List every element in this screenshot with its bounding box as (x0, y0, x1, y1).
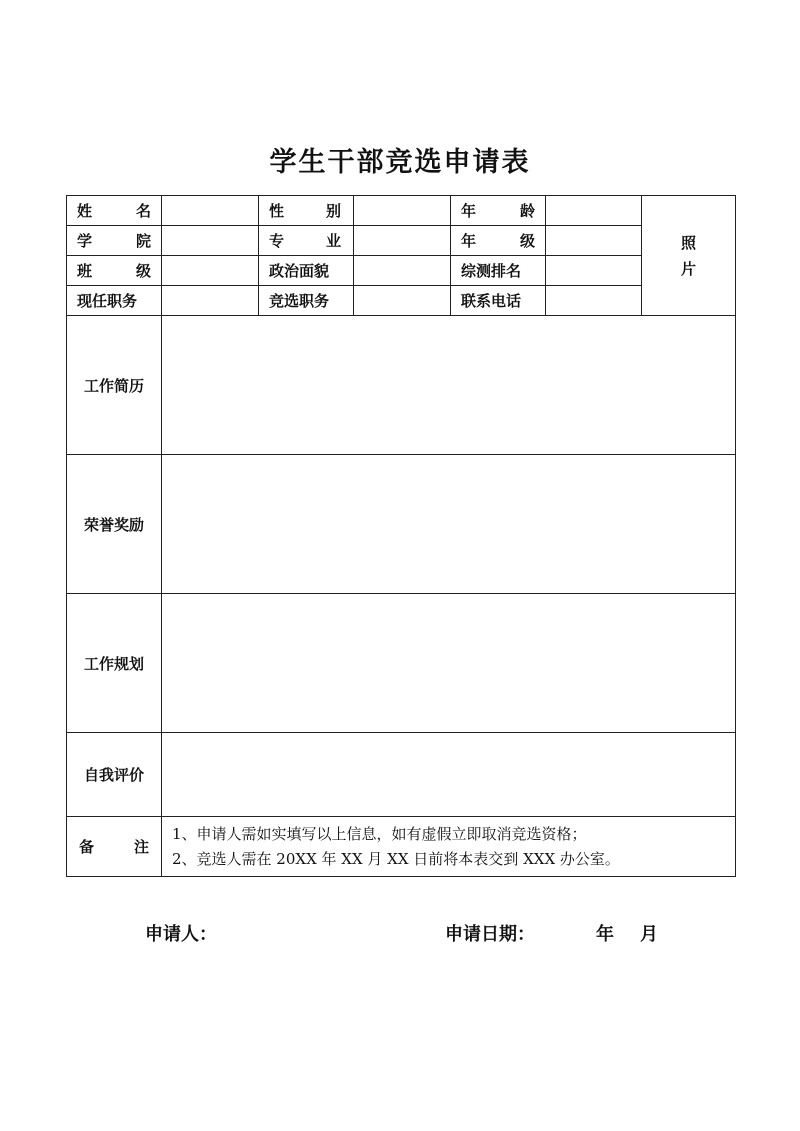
label-class: 班 级 (67, 256, 162, 286)
label-remarks: 备 注 (67, 817, 162, 877)
row-college (67, 226, 736, 256)
remarks-content (162, 817, 736, 877)
label-major: 专 业 (259, 226, 354, 256)
label-work-plan: 工作规划 (67, 594, 162, 733)
label-political-status: 政治面貌 (259, 256, 354, 286)
remark-line-2: 2、竞选人需在 20XX 年 XX 月 XX 日前将本表交到 XXX 办公室。 (172, 849, 620, 868)
field-age[interactable] (546, 196, 642, 226)
field-work-plan[interactable] (162, 594, 736, 733)
field-phone[interactable] (546, 286, 642, 316)
photo-label-1: 照 (680, 233, 696, 252)
applicant-label: 申请人： (145, 924, 217, 945)
label-work-history: 工作简历 (67, 316, 162, 455)
field-gender[interactable] (354, 196, 451, 226)
row-class (67, 256, 736, 286)
label-college: 学 院 (67, 226, 162, 256)
row-remarks (67, 817, 736, 877)
row-position (67, 286, 736, 316)
row-name (67, 196, 736, 226)
field-class[interactable] (162, 256, 259, 286)
row-work-plan (67, 594, 736, 733)
field-honors[interactable] (162, 455, 736, 594)
field-self-eval[interactable] (162, 733, 736, 817)
remark-line-1: 1、申请人需如实填写以上信息，如有虚假立即取消竞选资格； (172, 824, 587, 843)
label-age: 年 龄 (451, 196, 546, 226)
form-title: 学生干部竞选申请表 (269, 147, 531, 178)
row-work-history (67, 316, 736, 455)
apply-date-label: 申请日期： (445, 924, 535, 945)
photo-box[interactable] (642, 196, 736, 316)
label-phone: 联系电话 (451, 286, 546, 316)
field-major[interactable] (354, 226, 451, 256)
field-grade[interactable] (546, 226, 642, 256)
row-honors (67, 455, 736, 594)
field-target-position[interactable] (354, 286, 451, 316)
field-college[interactable] (162, 226, 259, 256)
label-name: 姓 名 (67, 196, 162, 226)
application-form-table (66, 195, 736, 877)
field-ranking[interactable] (546, 256, 642, 286)
label-gender: 性 别 (259, 196, 354, 226)
label-current-position: 现任职务 (67, 286, 162, 316)
field-name[interactable] (162, 196, 259, 226)
field-political-status[interactable] (354, 256, 451, 286)
label-target-position: 竞选职务 (259, 286, 354, 316)
label-honors: 荣誉奖励 (67, 455, 162, 594)
field-work-history[interactable] (162, 316, 736, 455)
label-grade: 年 级 (451, 226, 546, 256)
month-label: 月 (640, 924, 658, 945)
year-label: 年 (596, 924, 614, 945)
photo-label-2: 片 (680, 259, 696, 278)
row-self-eval (67, 733, 736, 817)
label-self-eval: 自我评价 (67, 733, 162, 817)
label-ranking: 综测排名 (451, 256, 546, 286)
field-current-position[interactable] (162, 286, 259, 316)
